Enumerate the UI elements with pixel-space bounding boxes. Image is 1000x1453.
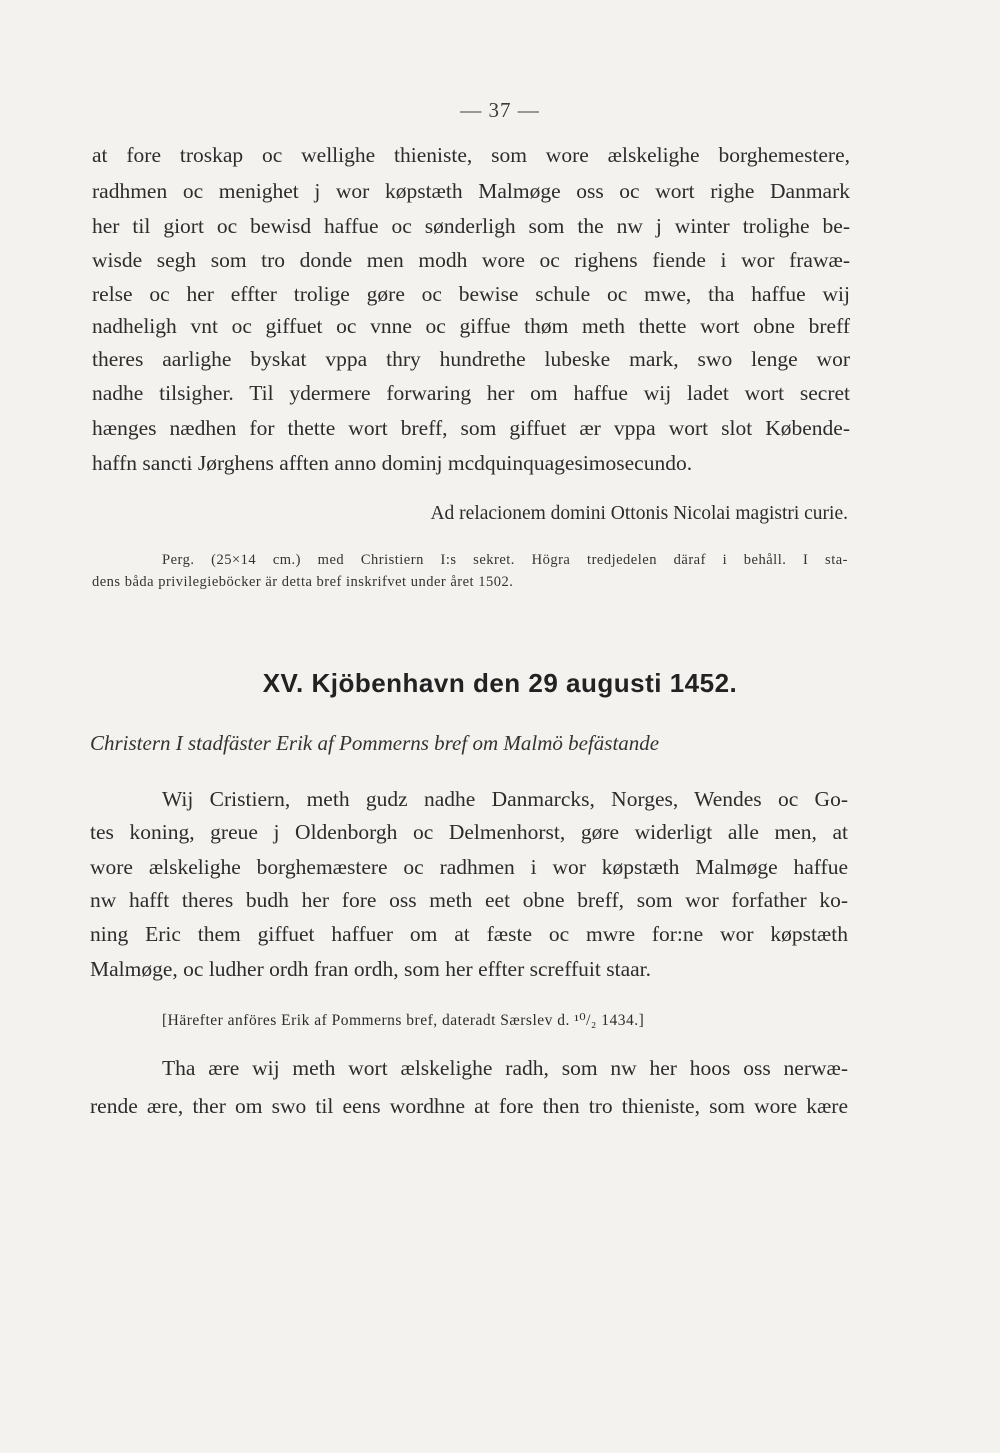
text-line: at fore troskap oc wellighe thieniste, som wore ælskelighe borghemestere, [92, 143, 850, 167]
text-line: haffn sancti Jørghens afften anno dominj mcdquinquagesimosecundo. [92, 451, 693, 475]
editorial-note: [Härefter anföres Erik af Pommerns bref, dateradt Særslev d. ¹⁰/₂ 1434.] [162, 1012, 645, 1029]
text-line: tes koning, greue j Oldenborgh oc Delmenhorst, gøre widerligt alle men, at [90, 820, 848, 844]
text-line: relse oc her effter trolige gøre oc bewise schule oc mwe, tha haffue wij [92, 282, 850, 306]
text-line: nw hafft theres budh her fore oss meth eet obne breff, som wor forfather ko- [90, 888, 848, 912]
text-line: radhmen oc menighet j wor køpstæth Malmøge oss oc wort righe Danmark [92, 179, 850, 203]
document-summary: Christern I stadfäster Erik af Pommerns bref om Malmö befästande [90, 731, 660, 755]
provenance-note-line: Perg. (25×14 cm.) med Christiern I:s sekret. Högra tredjedelen däraf i behåll. I sta- [162, 552, 848, 568]
text-line: wisde segh som tro donde men modh wore oc righens fiende i wor frawæ- [92, 248, 850, 272]
text-line: Tha ære wij meth wort ælskelighe radh, som nw her hoos oss nerwæ- [162, 1056, 848, 1080]
text-line: ning Eric them giffuet haffuer om at fæste oc mwre for:ne wor køpstæth [90, 922, 848, 946]
text-line: her til giort oc bewisd haffue oc sønderligh som the nw j winter trolighe be- [92, 214, 850, 238]
document-heading: XV. Kjöbenhavn den 29 augusti 1452. [262, 668, 738, 698]
attribution-line: Ad relacionem domini Ottonis Nicolai magistri curie. [430, 503, 848, 524]
page-number: — 37 — [460, 98, 540, 122]
text-line: Malmøge, oc ludher ordh fran ordh, som her effter screffuit staar. [90, 957, 652, 981]
text-line: Wij Cristiern, meth gudz nadhe Danmarcks, Norges, Wendes oc Go- [162, 787, 848, 811]
text-line: rende ære, ther om swo til eens wordhne at fore then tro thieniste, som wore kære [90, 1094, 848, 1118]
text-line: theres aarlighe byskat vppa thry hundrethe lubeske mark, swo lenge wor [92, 347, 850, 371]
provenance-note-line: dens båda privilegieböcker är detta bref inskrifvet under året 1502. [92, 574, 514, 590]
text-line: nadheligh vnt oc giffuet oc vnne oc giffue thøm meth thette wort obne breff [92, 314, 850, 338]
text-line: hænges nædhen for thette wort breff, som giffuet ær vppa wort slot Købende- [92, 416, 850, 440]
text-line: nadhe tilsigher. Til ydermere forwaring her om haffue wij ladet wort secret [92, 381, 850, 405]
text-line: wore ælskelighe borghemæstere oc radhmen i wor køpstæth Malmøge haffue [90, 855, 848, 879]
